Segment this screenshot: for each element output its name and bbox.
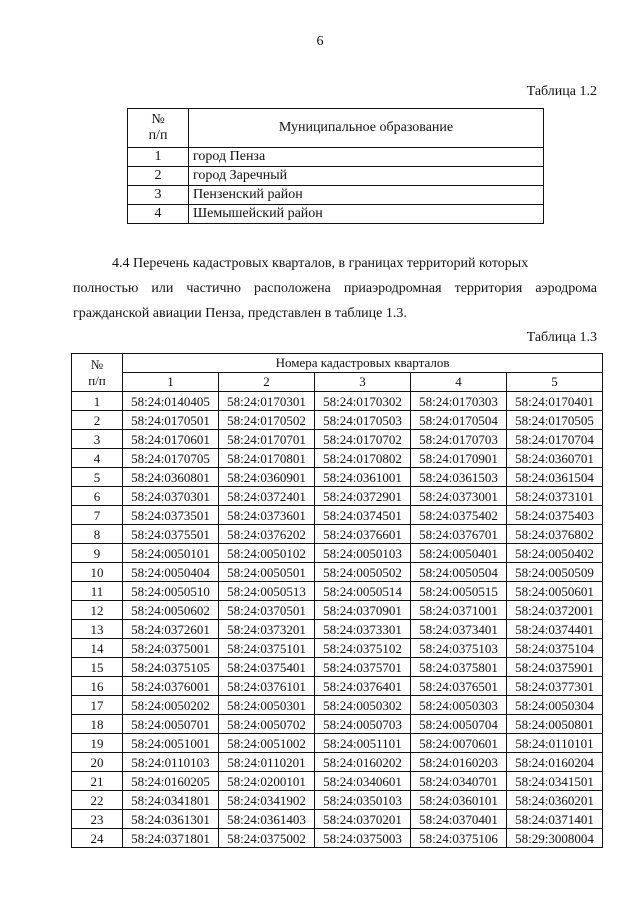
table-row [72,658,603,677]
cadastral-number-cell: 58:24:0360701 [507,449,603,468]
table-row [72,772,603,791]
cadastral-number-cell: 58:24:0375101 [219,639,315,658]
municipality-name: Шемышейский район [189,205,544,224]
table-row [72,468,603,487]
cadastral-number-cell: 58:24:0050509 [507,563,603,582]
cadastral-number-cell: 58:24:0371001 [411,601,507,620]
cadastral-number-cell: 58:24:0375401 [219,658,315,677]
table-row [72,791,603,810]
cadastral-number-cell: 58:24:0170801 [219,449,315,468]
cadastral-number-cell: 58:24:0370901 [315,601,411,620]
cadastral-number-cell: 58:24:0140405 [123,392,219,411]
cadastral-number-cell: 58:24:0375003 [315,829,411,848]
row-number: 17 [72,696,123,715]
cadastral-number-cell: 58:24:0170704 [507,430,603,449]
cadastral-number-cell: 58:24:0350103 [315,791,411,810]
table-row [72,829,603,848]
header-num-text: № п/п [88,356,106,388]
cadastral-number-cell: 58:24:0375402 [411,506,507,525]
header-num [72,354,123,392]
cadastral-number-cell: 58:24:0360901 [219,468,315,487]
cadastral-number-cell: 58:24:0370201 [315,810,411,829]
cadastral-number-cell: 58:24:0376802 [507,525,603,544]
cadastral-number-cell: 58:24:0361504 [507,468,603,487]
row-number: 18 [72,715,123,734]
cadastral-number-cell: 58:24:0050202 [123,696,219,715]
row-number: 4 [128,205,189,224]
header-num-text: № п/п [148,112,168,143]
row-number: 7 [72,506,123,525]
cadastral-number-cell: 58:24:0360101 [411,791,507,810]
row-number: 8 [72,525,123,544]
row-number: 22 [72,791,123,810]
column-number: 3 [315,373,411,392]
table-1-3-caption: Таблица 1.3 [526,330,597,345]
cadastral-number-cell: 58:24:0160203 [411,753,507,772]
row-number: 14 [72,639,123,658]
cadastral-quarters-table [71,353,603,848]
cadastral-number-cell: 58:24:0051101 [315,734,411,753]
row-number: 1 [72,392,123,411]
cadastral-number-cell: 58:24:0170702 [315,430,411,449]
cadastral-number-cell: 58:24:0375104 [507,639,603,658]
cadastral-number-cell: 58:24:0341501 [507,772,603,791]
cadastral-number-cell: 58:24:0372601 [123,620,219,639]
cadastral-number-cell: 58:24:0373101 [507,487,603,506]
cadastral-number-cell: 58:24:0376001 [123,677,219,696]
cadastral-number-cell: 58:24:0110201 [219,753,315,772]
cadastral-number-cell: 58:24:0376601 [315,525,411,544]
cadastral-number-cell: 58:24:0170502 [219,411,315,430]
cadastral-number-cell: 58:24:0370301 [123,487,219,506]
cadastral-number-cell: 58:24:0051001 [123,734,219,753]
cadastral-number-cell: 58:24:0110103 [123,753,219,772]
header-group: Номера кадастровых кварталов [123,354,603,373]
cadastral-number-cell: 58:24:0170501 [123,411,219,430]
header-municipality: Муниципальное образование [189,109,544,148]
cadastral-number-cell: 58:24:0361403 [219,810,315,829]
row-number: 15 [72,658,123,677]
cadastral-number-cell: 58:24:0050514 [315,582,411,601]
cadastral-number-cell: 58:24:0373001 [411,487,507,506]
cadastral-number-cell: 58:24:0200101 [219,772,315,791]
cadastral-number-cell: 58:24:0376101 [219,677,315,696]
column-number: 4 [411,373,507,392]
cadastral-number-cell: 58:24:0360201 [507,791,603,810]
row-number: 16 [72,677,123,696]
cadastral-number-cell: 58:24:0370401 [411,810,507,829]
header-num [128,109,189,148]
cadastral-number-cell: 58:24:0375701 [315,658,411,677]
table-row [72,639,603,658]
cadastral-number-cell: 58:24:0050501 [219,563,315,582]
cadastral-number-cell: 58:24:0170504 [411,411,507,430]
cadastral-number-cell: 58:24:0361001 [315,468,411,487]
table-row [128,205,544,224]
table-row [72,620,603,639]
cadastral-number-cell: 58:24:0051002 [219,734,315,753]
cadastral-number-cell: 58:24:0341902 [219,791,315,810]
cadastral-number-cell: 58:24:0050701 [123,715,219,734]
cadastral-number-cell: 58:24:0050502 [315,563,411,582]
cadastral-number-cell: 58:24:0110101 [507,734,603,753]
cadastral-number-cell: 58:29:3008004 [507,829,603,848]
cadastral-number-cell: 58:24:0170705 [123,449,219,468]
table-row [128,167,544,186]
cadastral-number-cell: 58:24:0050103 [315,544,411,563]
cadastral-number-cell: 58:24:0050801 [507,715,603,734]
row-number: 21 [72,772,123,791]
cadastral-number-cell: 58:24:0170503 [315,411,411,430]
cadastral-number-cell: 58:24:0050702 [219,715,315,734]
table-row [72,734,603,753]
cadastral-number-cell: 58:24:0372401 [219,487,315,506]
row-number: 5 [72,468,123,487]
cadastral-number-cell: 58:24:0341801 [123,791,219,810]
cadastral-number-cell: 58:24:0375106 [411,829,507,848]
cadastral-number-cell: 58:24:0375001 [123,639,219,658]
cadastral-number-cell: 58:24:0375501 [123,525,219,544]
cadastral-number-cell: 58:24:0170601 [123,430,219,449]
table-header-row [128,109,544,148]
paragraph-line-1: 4.4 Перечень кадастровых кварталов, в границах территорий которых [112,256,529,271]
municipality-name: город Пенза [189,148,544,167]
cadastral-number-cell: 58:24:0050404 [123,563,219,582]
cadastral-number-cell: 58:24:0050601 [507,582,603,601]
table-header-row [72,354,603,373]
cadastral-number-cell: 58:24:0050401 [411,544,507,563]
cadastral-number-cell: 58:24:0050513 [219,582,315,601]
table-row [72,810,603,829]
cadastral-number-cell: 58:24:0361301 [123,810,219,829]
cadastral-number-cell: 58:24:0373301 [315,620,411,639]
table-row [72,601,603,620]
cadastral-number-cell: 58:24:0050703 [315,715,411,734]
municipality-name: город Заречный [189,167,544,186]
cadastral-number-cell: 58:24:0170901 [411,449,507,468]
cadastral-number-cell: 58:24:0371801 [123,829,219,848]
cadastral-number-cell: 58:24:0170505 [507,411,603,430]
cadastral-number-cell: 58:24:0170401 [507,392,603,411]
table-row [72,506,603,525]
table-row [72,677,603,696]
row-number: 4 [72,449,123,468]
table-row [72,430,603,449]
cadastral-number-cell: 58:24:0374401 [507,620,603,639]
row-number: 3 [128,186,189,205]
table-row [72,753,603,772]
cadastral-number-cell: 58:24:0050510 [123,582,219,601]
row-number: 2 [72,411,123,430]
row-number: 11 [72,582,123,601]
row-number: 20 [72,753,123,772]
table-row [128,148,544,167]
cadastral-number-cell: 58:24:0170303 [411,392,507,411]
cadastral-number-cell: 58:24:0371401 [507,810,603,829]
cadastral-number-cell: 58:24:0160205 [123,772,219,791]
cadastral-number-cell: 58:24:0340601 [315,772,411,791]
table-row [72,392,603,411]
cadastral-number-cell: 58:24:0050602 [123,601,219,620]
row-number: 3 [72,430,123,449]
cadastral-number-cell: 58:24:0170802 [315,449,411,468]
row-number: 2 [128,167,189,186]
cadastral-number-cell: 58:24:0373501 [123,506,219,525]
table-1-2-caption: Таблица 1.2 [526,84,597,99]
paragraph-line-2: полностью или частично расположена приаэродромная территория аэродрома [73,281,597,296]
cadastral-number-cell: 58:24:0160202 [315,753,411,772]
table-row [128,186,544,205]
table-row [72,696,603,715]
cadastral-number-cell: 58:24:0050704 [411,715,507,734]
municipality-name: Пензенский район [189,186,544,205]
row-number: 13 [72,620,123,639]
cadastral-number-cell: 58:24:0050515 [411,582,507,601]
cadastral-number-cell: 58:24:0375002 [219,829,315,848]
column-number: 5 [507,373,603,392]
cadastral-number-cell: 58:24:0050402 [507,544,603,563]
cadastral-number-cell: 58:24:0375801 [411,658,507,677]
cadastral-number-cell: 58:24:0050302 [315,696,411,715]
cadastral-number-cell: 58:24:0070601 [411,734,507,753]
cadastral-number-cell: 58:24:0373601 [219,506,315,525]
column-numbers-row [72,373,603,392]
cadastral-number-cell: 58:24:0372001 [507,601,603,620]
cadastral-number-cell: 58:24:0375403 [507,506,603,525]
paragraph-line-3: гражданской авиации Пенза, представлен в таблице 1.3. [73,306,407,321]
municipalities-table [127,108,544,224]
column-number: 2 [219,373,315,392]
cadastral-number-cell: 58:24:0375102 [315,639,411,658]
cadastral-number-cell: 58:24:0376501 [411,677,507,696]
cadastral-number-cell: 58:24:0374501 [315,506,411,525]
cadastral-number-cell: 58:24:0050304 [507,696,603,715]
cadastral-number-cell: 58:24:0375105 [123,658,219,677]
row-number: 6 [72,487,123,506]
table-row [72,715,603,734]
table-row [72,449,603,468]
cadastral-number-cell: 58:24:0050504 [411,563,507,582]
cadastral-number-cell: 58:24:0373201 [219,620,315,639]
table-row [72,525,603,544]
cadastral-number-cell: 58:24:0375103 [411,639,507,658]
cadastral-number-cell: 58:24:0376401 [315,677,411,696]
cadastral-number-cell: 58:24:0050102 [219,544,315,563]
cadastral-number-cell: 58:24:0340701 [411,772,507,791]
row-number: 24 [72,829,123,848]
row-number: 12 [72,601,123,620]
page-number: 6 [316,34,324,49]
cadastral-number-cell: 58:24:0376202 [219,525,315,544]
cadastral-number-cell: 58:24:0375901 [507,658,603,677]
cadastral-number-cell: 58:24:0370501 [219,601,315,620]
cadastral-number-cell: 58:24:0170301 [219,392,315,411]
cadastral-number-cell: 58:24:0050301 [219,696,315,715]
cadastral-number-cell: 58:24:0372901 [315,487,411,506]
cadastral-number-cell: 58:24:0376701 [411,525,507,544]
cadastral-number-cell: 58:24:0170701 [219,430,315,449]
cadastral-number-cell: 58:24:0377301 [507,677,603,696]
cadastral-quarters-table-body [72,392,603,848]
row-number: 1 [128,148,189,167]
table-row [72,487,603,506]
table-row [72,411,603,430]
cadastral-number-cell: 58:24:0361503 [411,468,507,487]
cadastral-number-cell: 58:24:0050303 [411,696,507,715]
cadastral-number-cell: 58:24:0360801 [123,468,219,487]
cadastral-number-cell: 58:24:0170302 [315,392,411,411]
row-number: 9 [72,544,123,563]
cadastral-number-cell: 58:24:0160204 [507,753,603,772]
row-number: 23 [72,810,123,829]
table-row [72,582,603,601]
cadastral-number-cell: 58:24:0050101 [123,544,219,563]
row-number: 10 [72,563,123,582]
row-number: 19 [72,734,123,753]
table-row [72,544,603,563]
table-row [72,563,603,582]
cadastral-number-cell: 58:24:0373401 [411,620,507,639]
column-number: 1 [123,373,219,392]
municipalities-table-body [128,148,544,224]
cadastral-number-cell: 58:24:0170703 [411,430,507,449]
